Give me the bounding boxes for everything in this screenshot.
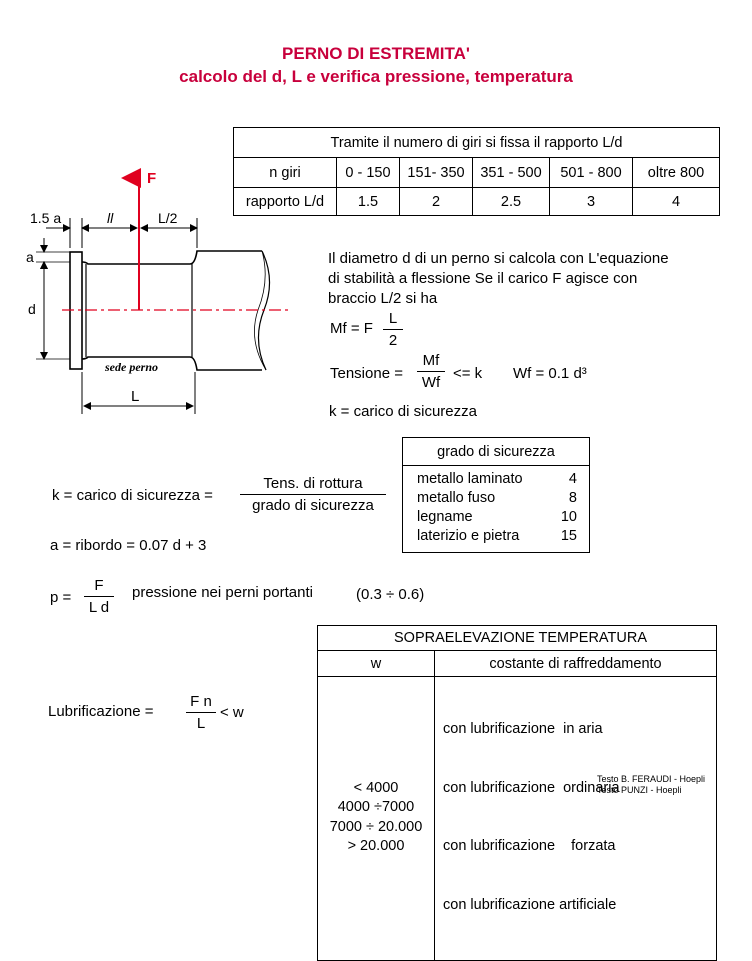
lub-formula-den: L [196, 715, 206, 732]
credit-line-1: Testo B. FERAUDI - Hoepli [597, 774, 706, 784]
w-value: < 4000 [353, 779, 399, 796]
row-label-ngiri: n giri [234, 158, 337, 188]
safety-table-header: grado di sicurezza [403, 438, 590, 466]
label-1-5a: 1.5 a [30, 210, 62, 226]
w-value: 7000 ÷ 20.000 [329, 818, 423, 835]
ratio-cell: 1.5 [337, 188, 400, 216]
col-header-constant: costante di raffreddamento [435, 651, 717, 677]
material-item: metallo laminato [417, 471, 523, 487]
label-ll: ll [107, 210, 114, 226]
lub-formula-fraction [186, 693, 216, 732]
label-L: L [131, 388, 140, 405]
k-formula-den: grado di sicurezza [252, 497, 374, 514]
tensione-rhs: <= k [453, 365, 483, 382]
lub-formula-num: F n [190, 693, 212, 710]
tensione-lhs: Tensione = [330, 365, 403, 382]
lub-formula-rhs: < w [220, 704, 244, 721]
range-cell: oltre 800 [633, 158, 720, 188]
k-formula-fraction [240, 475, 386, 514]
w-value: 4000 ÷7000 [337, 799, 415, 815]
material-item: laterizio e pietra [417, 528, 520, 544]
k-definition: k = carico di sicurezza [329, 403, 477, 420]
label-d: d [28, 301, 36, 317]
tensione-num: Mf [422, 352, 440, 369]
range-cell: 501 - 800 [550, 158, 633, 188]
p-formula-description: pressione nei perni portanti [132, 584, 313, 601]
label-l2: L/2 [158, 210, 178, 226]
mf-lhs: Mf = F [330, 320, 373, 337]
page-subtitle: calcolo del d, L e verifica pressione, temperatura [179, 67, 573, 86]
ratio-table-header: Tramite il numero di giri si fissa il rapporto L/d [234, 128, 720, 158]
a-formula: a = ribordo = 0.07 d + 3 [50, 537, 207, 554]
explanation-line-3: braccio L/2 si ha [328, 290, 438, 307]
cooling-constant: con lubrificazione artificiale [443, 896, 617, 913]
label-a: a [26, 249, 34, 265]
lub-formula-lhs: Lubrificazione = [48, 703, 154, 720]
col-header-w: w [318, 651, 435, 677]
range-cell: 351 - 500 [473, 158, 550, 188]
p-formula-num: F [94, 577, 104, 594]
cooling-constant: con lubrificazione ordinaria [443, 779, 620, 796]
ratio-cell: 4 [633, 188, 720, 216]
k-formula-num: Tens. di rottura [263, 475, 363, 492]
material-item: legname [417, 509, 473, 525]
safety-value: 10 [560, 509, 577, 525]
row-label-ratio: rapporto L/d [234, 188, 337, 216]
credit-line-2: Testo PUNZI - Hoepli [597, 785, 682, 795]
mf-fraction [383, 310, 403, 349]
material-item: metallo fuso [417, 490, 496, 506]
range-cell: 0 - 150 [337, 158, 400, 188]
range-cell: 151- 350 [400, 158, 473, 188]
p-formula-lhs: p = [50, 589, 72, 606]
p-formula-fraction [84, 577, 114, 616]
safety-value: 4 [568, 471, 577, 487]
wf-formula: Wf = 0.1 d³ [513, 365, 587, 382]
ratio-cell: 3 [550, 188, 633, 216]
tensione-fraction [417, 352, 445, 391]
cooling-constant: con lubrificazione in aria [443, 721, 603, 737]
safety-value: 15 [560, 528, 577, 544]
cooling-constant: con lubrificazione forzata [443, 838, 616, 854]
explanation-line-1: Il diametro d di un perno si calcola con L'equazione [328, 250, 669, 267]
safety-value: 8 [568, 490, 577, 506]
p-formula-range: (0.3 ÷ 0.6) [356, 586, 425, 603]
force-label: F [147, 170, 157, 187]
safety-table [402, 437, 590, 553]
w-value: > 20.000 [347, 838, 405, 854]
explanation-line-2: di stabilità a flessione Se il carico F agisce con [328, 270, 638, 287]
ratio-cell: 2.5 [473, 188, 550, 216]
k-formula-lhs: k = carico di sicurezza = [52, 487, 213, 504]
mf-num: L [388, 310, 398, 327]
p-formula-den: L d [88, 599, 110, 616]
page-title: PERNO DI ESTREMITA' [282, 44, 470, 63]
label-sede-perno: sede perno [105, 360, 158, 374]
ratio-cell: 2 [400, 188, 473, 216]
tensione-den: Wf [421, 374, 441, 391]
temperature-table-header: SOPRAELEVAZIONE TEMPERATURA [318, 626, 717, 651]
mf-den: 2 [388, 332, 398, 349]
pin-diagram [0, 160, 320, 420]
